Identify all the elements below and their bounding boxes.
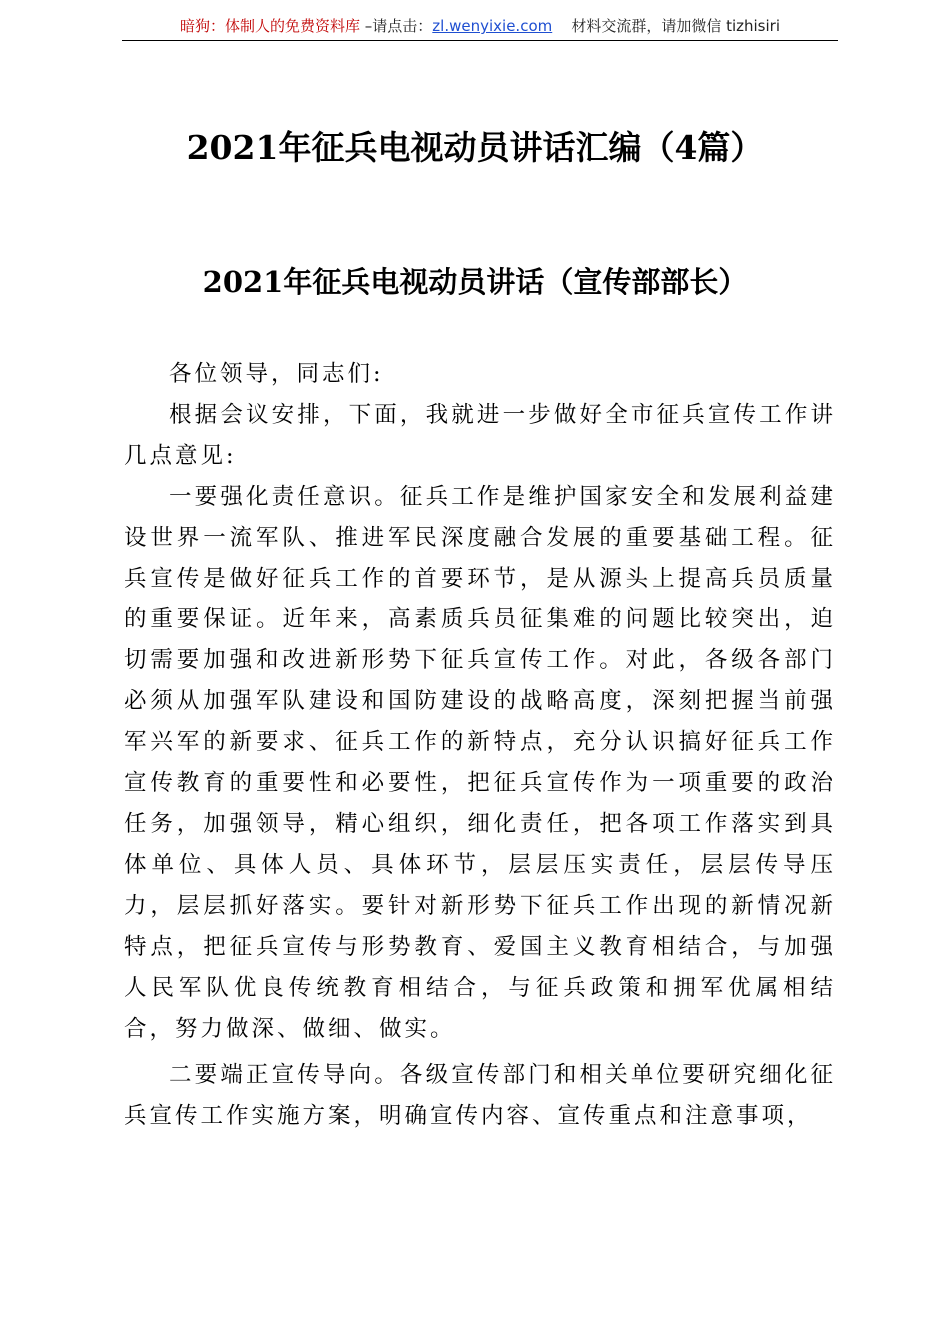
body-paragraph-2: 二要端正宣传导向。各级宣传部门和相关单位要研究细化征兵宣传工作实施方案，明确宣传内容、宣传重点和注意事项， bbox=[124, 1062, 836, 1130]
body-paragraph-1: 一要强化责任意识。征兵工作是维护国家安全和发展利益建设世界一流军队、推进军民深度融合发展的重要基础工程。征兵宣传是做好征兵工作的首要环节，是从源头上提高兵员质量的重要保证。近年来，高素质兵员征集难的问题比较突出，迫切需要加强和改进新形势下征兵宣传工作。对此，各级各部门必须从加强军队建设和国防建设的战略高度，深刻把握当前强军兴军的新要求、征兵工作的新特点，充分认识搞好征兵工作宣传教育的重要性和必要性，把征兵宣传作为一项重要的政治任务，加强领导，精心组织，细化责任，把各项工作落实到具体单位、具体人员、具体环节，层层压实责任，层层传导压力，层层抓好落实。要针对新形势下征兵工作出现的新情况新特点，把征兵宣传与形势教育、爱国主义教育相结合，与加强人民军队优良传统教育相结合，与征兵政策和拥军优属相结合，努力做深、做细、做实。 bbox=[124, 483, 836, 1042]
contact-text: 材料交流群，请加微信 tizhisiri bbox=[571, 17, 780, 35]
salutation-paragraph: 各位领导，同志们: bbox=[169, 361, 384, 387]
promo-text: 暗狗：体制人的免费资料库 bbox=[180, 17, 361, 35]
page-header bbox=[122, 14, 838, 41]
resource-link[interactable]: zl.wenyixie.com bbox=[432, 17, 553, 35]
click-prompt: –请点击： bbox=[360, 17, 433, 35]
intro-paragraph: 根据会议安排，下面，我就进一步做好全市征兵宣传工作讲几点意见: bbox=[124, 401, 836, 469]
document-body bbox=[124, 354, 836, 1137]
document-title: 2021年征兵电视动员讲话汇编（4篇） bbox=[186, 128, 764, 167]
speech-title: 2021年征兵电视动员讲话（宣传部部长） bbox=[202, 265, 748, 299]
